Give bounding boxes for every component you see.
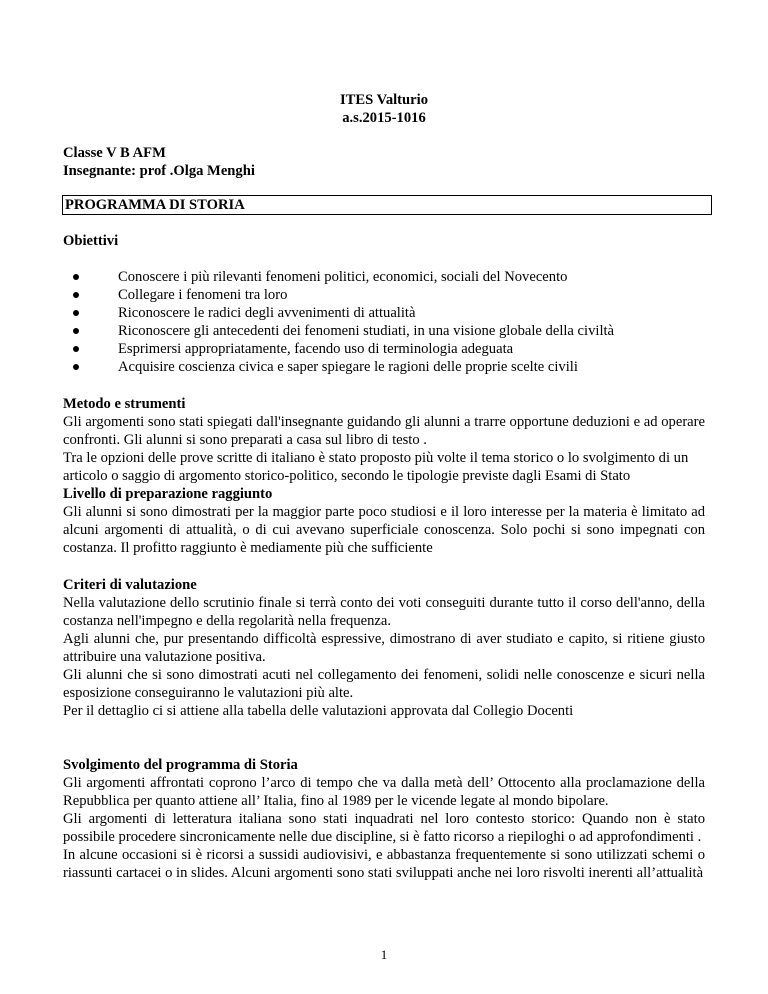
program-paragraph-2: Gli argomenti di letteratura italiana sono stati inquadrati nel loro contesto storico: Quando non è stato possibile procedere sincronicamente nelle due discipline, si è fatto ricorso a riepiloghi o ad approfondimenti . (63, 811, 705, 845)
level-paragraph: Gli alunni si sono dimostrati per la maggior parte poco studiosi e il loro interesse per la materia è limitato ad alcuni argomenti di attualità, o di cui avevano superficiale conoscenza. Solo pochi si sono impegnati con costanza. Il profitto raggiunto è mediamente più che sufficiente (63, 504, 705, 556)
objectives-section (63, 232, 705, 376)
criteria-paragraph-2: Agli alunni che, pur presentando difficoltà espressive, dimostrano di aver studiato e capito, si ritiene giusto attribuire una valutazione positiva. (63, 631, 705, 665)
objectives-list (63, 268, 705, 376)
class-label: Classe V B AFM (63, 145, 166, 161)
criteria-paragraph-1: Nella valutazione dello scrutinio finale si terrà conto dei voti conseguiti durante tutto il corso dell'anno, della costanza nell'impegno e della regolarità nella frequenza. (63, 595, 705, 629)
criteria-paragraph-4: Per il dettaglio ci si attiene alla tabella delle valutazioni approvata dal Collegio Docenti (63, 703, 574, 719)
program-section (63, 756, 705, 882)
program-section-title: Svolgimento del programma di Storia (63, 757, 298, 773)
list-item: Esprimersi appropriatamente, facendo uso di terminologia adeguata (63, 340, 705, 358)
school-name: ITES Valturio (339, 92, 428, 108)
criteria-paragraph-3: Gli alunni che si sono dimostrati acuti nel collegamento dei fenomeni, solidi nelle conoscenze e sicuri nella esposizione conseguiranno le valutazioni più alte. (63, 667, 705, 701)
method-title: Metodo e strumenti (63, 396, 186, 412)
method-section (63, 395, 705, 485)
level-section (63, 485, 705, 557)
criteria-section (63, 576, 705, 720)
teacher-label: Insegnante: prof .Olga Menghi (63, 163, 255, 179)
bullet-icon (73, 364, 79, 370)
program-title: PROGRAMMA DI STORIA (65, 197, 245, 213)
bullet-icon (73, 310, 79, 316)
method-paragraph-2: Tra le opzioni delle prove scritte di italiano è stato proposto più volte il tema storico o lo svolgimento di un articolo o saggio di argomento storico-politico, secondo le tipologie previste dagli Esami di Stato (63, 450, 689, 484)
school-year: a.s.2015-1016 (342, 110, 426, 126)
bullet-icon (73, 346, 79, 352)
page-number: 1 (380, 947, 388, 962)
bullet-icon (73, 292, 79, 298)
objectives-title: Obiettivi (63, 233, 119, 249)
list-item: Conoscere i più rilevanti fenomeni politici, economici, sociali del Novecento (63, 268, 705, 286)
bullet-icon (73, 274, 79, 280)
list-item: Riconoscere gli antecedenti dei fenomeni studiati, in una visione globale della civiltà (63, 322, 705, 340)
class-info (63, 144, 255, 180)
program-paragraph-1: Gli argomenti affrontati coprono l’arco di tempo che va dalla metà dell’ Ottocento alla proclamazione della Repubblica per quanto attiene all’ Italia, fino al 1989 per le vicende legate al mondo bipolare. (63, 775, 705, 809)
program-paragraph-3: In alcune occasioni si è ricorsi a sussidi audiovisivi, e abbastanza frequentemente si sono utilizzati schemi o riassunti cartacei o in slides. Alcuni argomenti sono stati sviluppati anche nei loro risvolti inerenti all’attualità (63, 847, 705, 881)
method-paragraph-1: Gli argomenti sono stati spiegati dall'insegnante guidando gli alunni a trarre opportune deduzioni e ad operare confronti. Gli alunni si sono preparati a casa sul libro di testo . (63, 414, 705, 448)
list-item: Collegare i fenomeni tra loro (63, 286, 705, 304)
bullet-icon (73, 328, 79, 334)
document-header (0, 91, 768, 127)
list-item: Acquisire coscienza civica e saper spiegare le ragioni delle proprie scelte civili (63, 358, 705, 376)
criteria-title: Criteri di valutazione (63, 577, 197, 593)
level-title: Livello di preparazione raggiunto (63, 486, 273, 502)
program-title-box (62, 195, 712, 215)
list-item: Riconoscere le radici degli avvenimenti di attualità (63, 304, 705, 322)
